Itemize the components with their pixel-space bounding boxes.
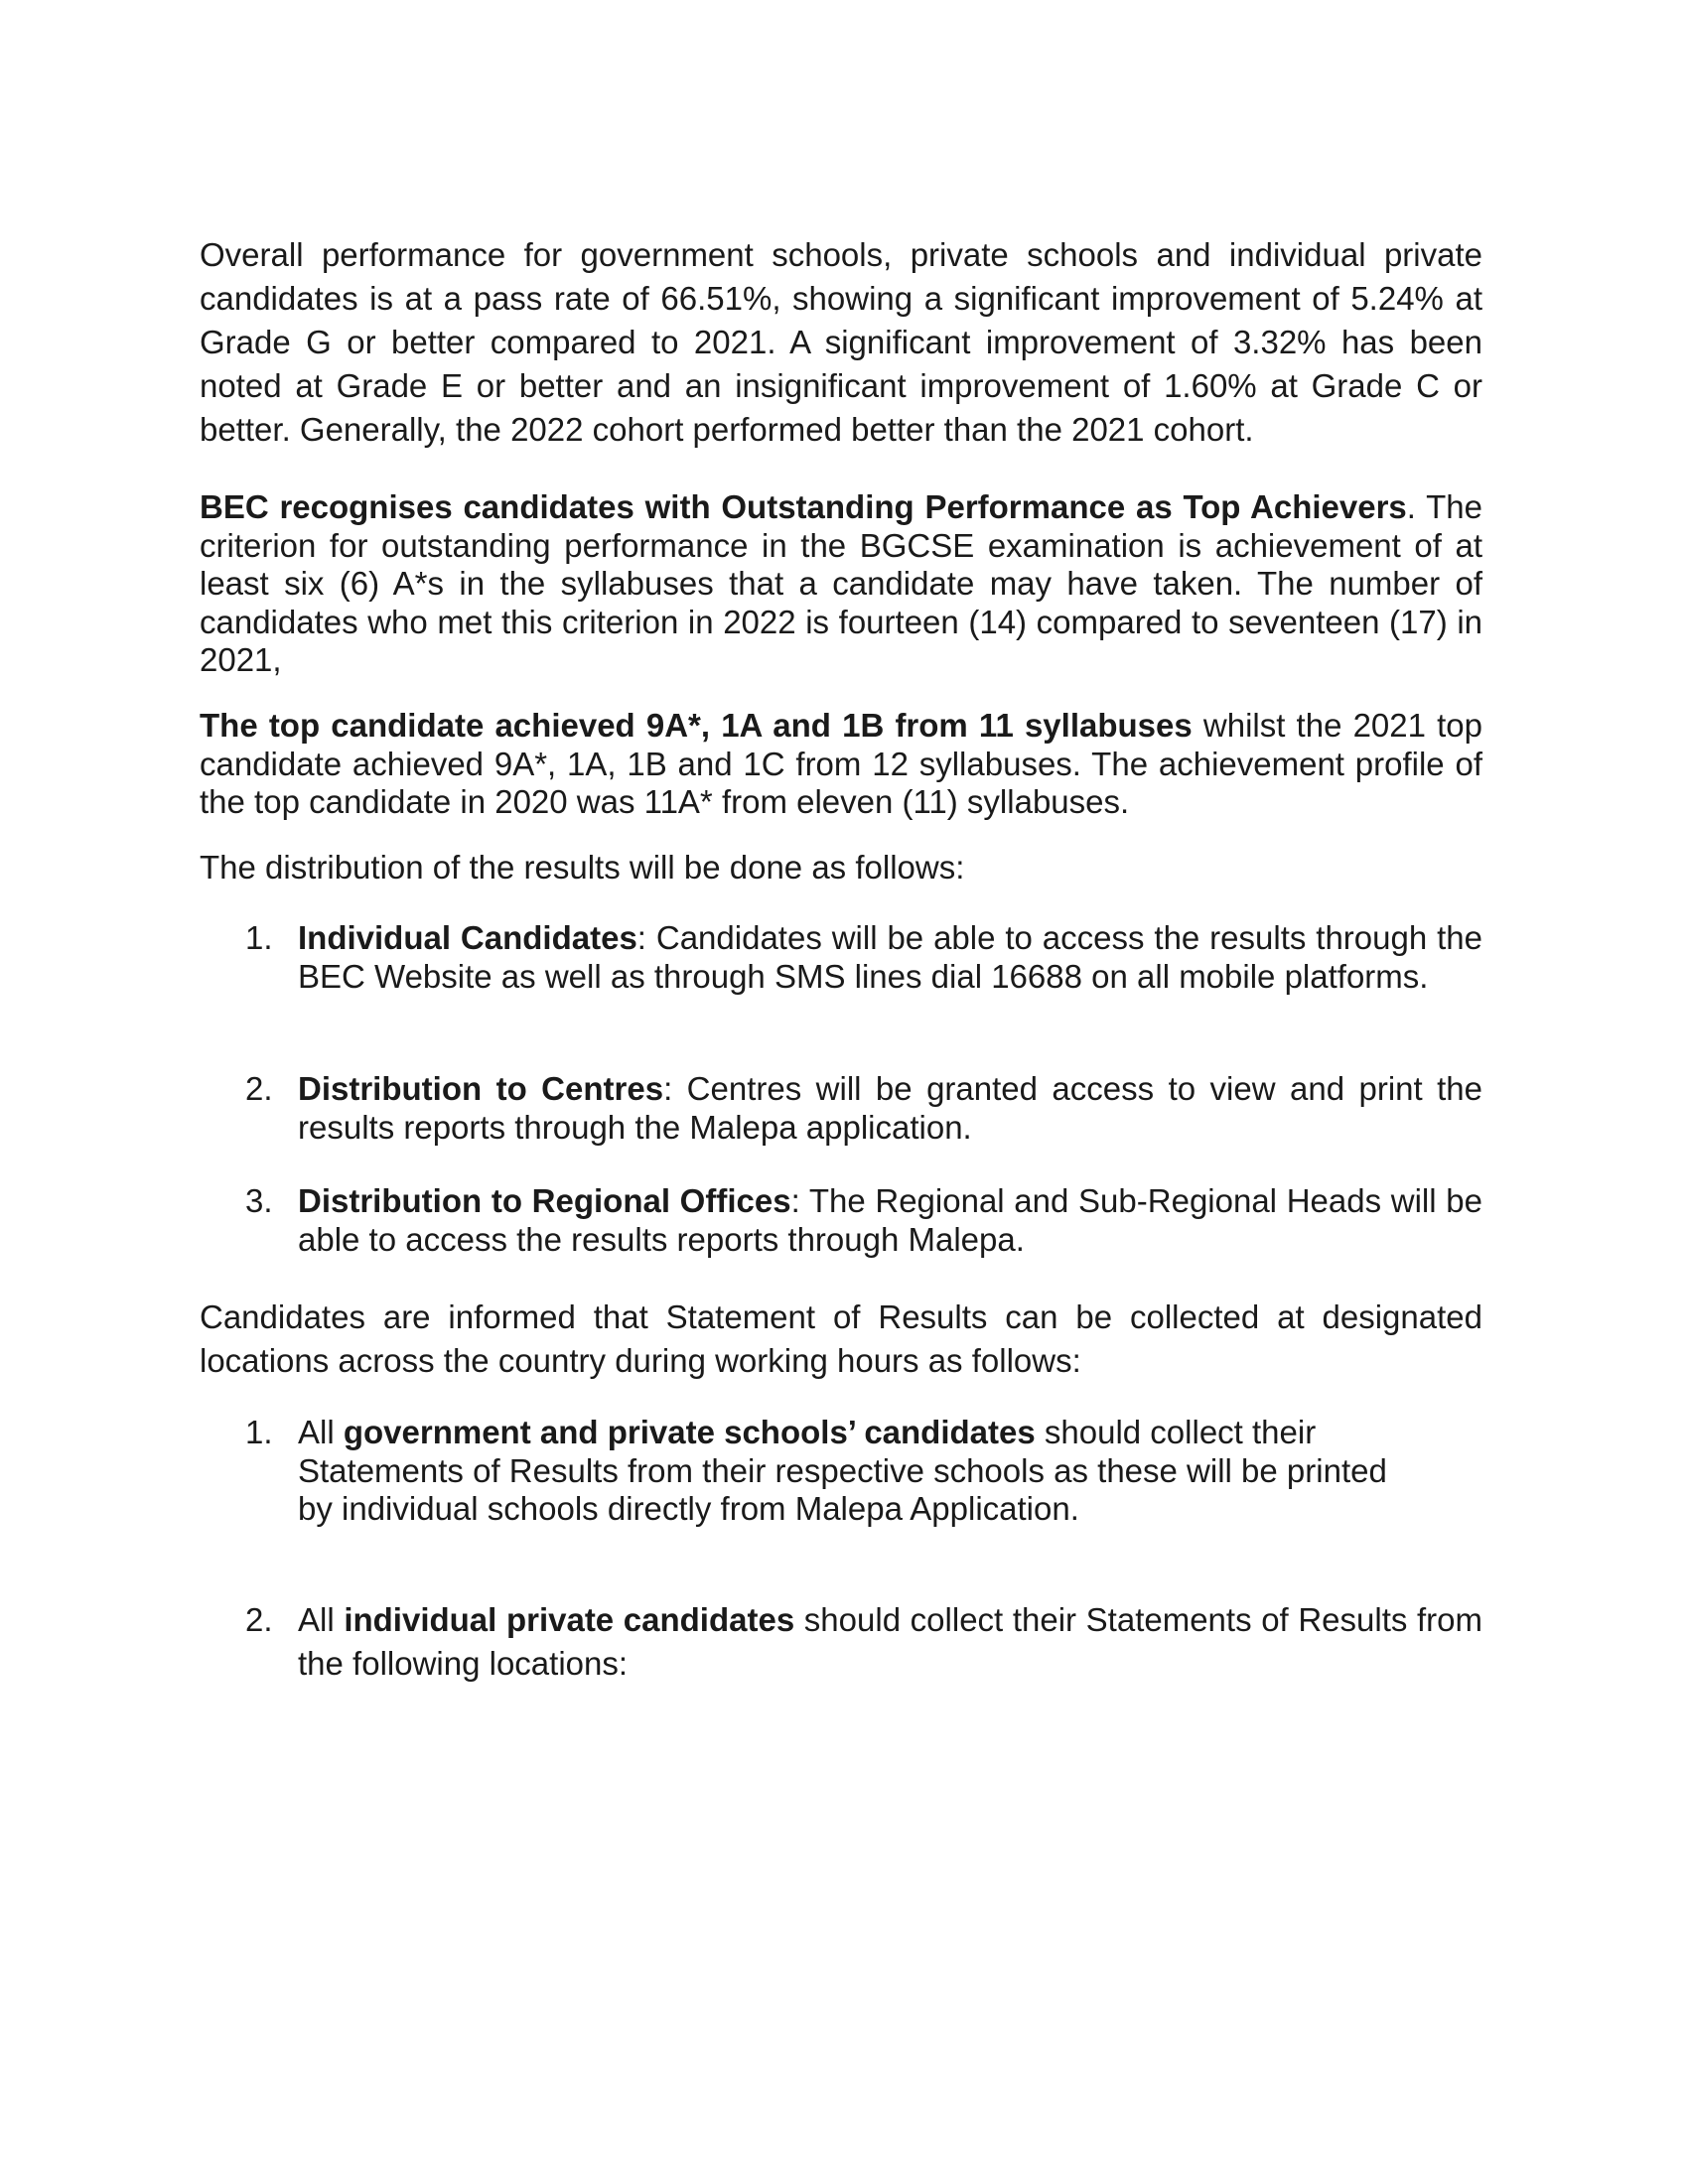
item-prefix: All — [298, 1414, 344, 1450]
paragraph-text: . The criterion for outstanding performance in the BGCSE examination is achievement of at least six (6) A*s in the syllabuses that a candidate may have taken. The number of candidates who met this criterion in 2022 is fourteen (14) compared to seventeen (17) in 2021, — [200, 488, 1482, 678]
list-number: 2. — [245, 1070, 273, 1107]
list-item-regional-offices — [200, 1182, 1482, 1259]
list-item-private-candidates — [200, 1598, 1482, 1686]
paragraph-overall-performance: Overall performance for government schools, private schools and individual private candidates is at a pass rate of 66.51%, showing a significant improvement of 5.24% at Grade G or better compared to 2021. A significant improvement of 3.32% has been noted at Grade E or better and an insignificant improvement of 1.60% at Grade C or better. Generally, the 2022 cohort performed better than the 2021 cohort. — [200, 236, 1482, 448]
bold-heading: Distribution to Centres — [298, 1070, 664, 1107]
list-item-individual-candidates — [200, 919, 1482, 996]
bold-heading: individual private candidates — [344, 1601, 795, 1638]
paragraph-distribution-intro: The distribution of the results will be done as follows: — [200, 849, 965, 886]
list-item-text — [298, 1182, 1482, 1259]
item-prefix: All — [298, 1601, 345, 1638]
list-item-text — [298, 1598, 1482, 1686]
list-number: 2. — [245, 1601, 273, 1638]
item-text: should collect their Statements of Results from the following locations: — [298, 1601, 1483, 1682]
list-item-text — [298, 1414, 1390, 1529]
item-text: : Centres will be granted access to view and print the results reports through the Malepa application. — [298, 1070, 1482, 1146]
paragraph-text: whilst the 2021 top candidate achieved 9A*, 1A, 1B and 1C from 12 syllabuses. The achievement profile of the top candidate in 2020 was 11A* from eleven (11) syllabuses. — [200, 707, 1482, 820]
bold-heading: BEC recognises candidates with Outstanding Performance as Top Achievers — [200, 488, 1407, 525]
paragraph-collection-intro: Candidates are informed that Statement of Results can be collected at designated locations across the country during working hours as follows: — [200, 1298, 1482, 1379]
list-number: 1. — [245, 919, 273, 956]
bold-heading: The top candidate achieved 9A*, 1A and 1B from 11 syllabuses — [200, 707, 1193, 744]
list-number: 3. — [245, 1182, 273, 1219]
item-text: should collect their Statements of Results from their respective schools as these will be printed by individual schools directly from Malepa Application. — [298, 1414, 1387, 1527]
bold-heading: Distribution to Regional Offices — [298, 1182, 791, 1219]
paragraph-top-achievers — [200, 488, 1482, 680]
list-item-text — [298, 919, 1482, 996]
list-item-text — [298, 1070, 1482, 1147]
list-item-distribution-centres — [200, 1070, 1482, 1147]
paragraph-top-candidate — [200, 707, 1482, 822]
bold-heading: Individual Candidates — [298, 919, 637, 956]
bold-heading: government and private schools’ candidates — [343, 1414, 1036, 1450]
item-text: : Candidates will be able to access the results through the BEC Website as well as through SMS lines dial 16688 on all mobile platforms. — [298, 919, 1482, 995]
list-item-schools-candidates — [200, 1414, 1482, 1529]
list-number: 1. — [245, 1414, 273, 1450]
item-text: : The Regional and Sub-Regional Heads will be able to access the results reports through Malepa. — [298, 1182, 1482, 1258]
